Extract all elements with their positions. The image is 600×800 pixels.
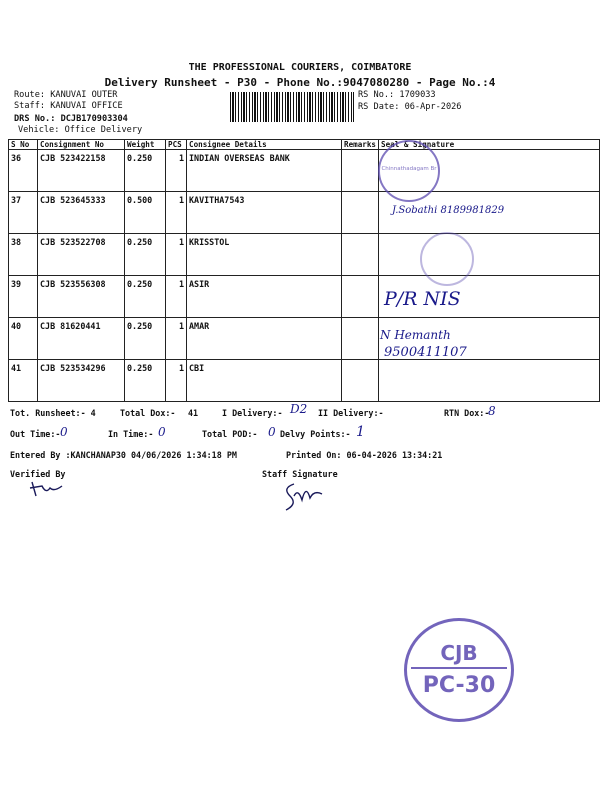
total-dox-value: 41	[188, 408, 199, 418]
row-remarks	[342, 150, 379, 192]
row-pcs: 1	[166, 276, 187, 318]
delvy-points-value: 1	[356, 424, 365, 440]
row-consignment: CJB 523556308	[38, 276, 125, 318]
col-seal: Seal & Signature	[379, 140, 600, 150]
in-time-value: 0	[158, 425, 166, 439]
table-header-row	[9, 140, 600, 150]
row-consignment: CJB 523522708	[38, 234, 125, 276]
row-consignment: CJB 523645333	[38, 192, 125, 234]
table-row	[9, 360, 600, 402]
table-row	[9, 234, 600, 276]
bank-seal-text: Chinnathadagam Br	[381, 166, 437, 172]
row-consignee: AMAR	[187, 318, 342, 360]
row40-phone: 9500411107	[384, 345, 467, 360]
col-remarks: Remarks	[342, 140, 379, 150]
row-sno: 41	[9, 360, 38, 402]
out-time-value: 0	[60, 425, 68, 439]
row-weight: 0.250	[125, 276, 166, 318]
row-consignment: CJB 81620441	[38, 318, 125, 360]
row-pcs: 1	[166, 192, 187, 234]
row-sno: 38	[9, 234, 38, 276]
row-weight: 0.250	[125, 150, 166, 192]
verified-by-label: Verified By	[10, 469, 66, 479]
row-sno: 39	[9, 276, 38, 318]
col-weight: Weight	[125, 140, 166, 150]
office-seal-line1: CJB	[440, 641, 478, 665]
row-consignee: KRISSTOL	[187, 234, 342, 276]
row-sno: 37	[9, 192, 38, 234]
delvy-points-label: Delvy Points:-	[280, 429, 351, 439]
drs-number: DRS No.: DCJB170903304	[14, 114, 128, 124]
rtn-dox-value: 8	[488, 404, 496, 418]
table-row	[9, 150, 600, 192]
total-pod-value: 0	[268, 425, 276, 439]
row-consignee: KAVITHA7543	[187, 192, 342, 234]
row-sno: 36	[9, 150, 38, 192]
runsheet-subtitle: Delivery Runsheet - P30 - Phone No.:9047080280 - Page No.:4	[104, 76, 496, 89]
row-remarks	[342, 360, 379, 402]
total-dox-label: Total Dox:-	[120, 408, 176, 418]
row39-remark: P/R NIS	[384, 288, 461, 310]
vehicle-line: Vehicle: Office Delivery	[18, 125, 143, 135]
route-line: Route: KANUVAI OUTER	[14, 90, 118, 100]
row-pcs: 1	[166, 234, 187, 276]
rs-number: RS No.: 1709033	[358, 90, 436, 100]
staff-line: Staff: KANUVAI OFFICE	[14, 101, 123, 111]
row-weight: 0.250	[125, 234, 166, 276]
col-consignment: Consignment No	[38, 140, 125, 150]
row-consignee: INDIAN OVERSEAS BANK	[187, 150, 342, 192]
table-row	[9, 192, 600, 234]
runsheet-table	[8, 139, 600, 402]
barcode	[230, 92, 354, 122]
row-pcs: 1	[166, 318, 187, 360]
staff-signature-label: Staff Signature	[262, 469, 338, 479]
col-consignee: Consignee Details	[187, 140, 342, 150]
row-remarks	[342, 318, 379, 360]
entered-by: Entered By :KANCHANAP30 04/06/2026 1:34:18 PM	[10, 450, 237, 460]
row-sno: 40	[9, 318, 38, 360]
row-remarks	[342, 192, 379, 234]
printed-on: Printed On: 06-04-2026 13:34:21	[286, 450, 443, 460]
staff-signature	[280, 478, 332, 514]
row-seal	[379, 234, 600, 276]
table-row	[9, 276, 600, 318]
row40-name: N Hemanth	[380, 328, 451, 342]
row-remarks	[342, 276, 379, 318]
row-remarks	[342, 234, 379, 276]
office-seal	[404, 618, 514, 722]
rtn-dox-label: RTN Dox:-	[444, 408, 490, 418]
row-pcs: 1	[166, 150, 187, 192]
row-weight: 0.250	[125, 360, 166, 402]
row-weight: 0.500	[125, 192, 166, 234]
row-weight: 0.250	[125, 318, 166, 360]
company-title: THE PROFESSIONAL COURIERS, COIMBATORE	[188, 62, 412, 73]
rs-date: RS Date: 06-Apr-2026	[358, 102, 462, 112]
ii-delivery-label: II Delivery:-	[318, 408, 384, 418]
row-consignee: ASIR	[187, 276, 342, 318]
row-pcs: 1	[166, 360, 187, 402]
row-seal	[379, 360, 600, 402]
i-delivery-label: I Delivery:-	[222, 408, 283, 418]
office-seal-line2: PC-30	[422, 673, 496, 698]
bank-seal	[378, 140, 440, 202]
row37-signature: J.Sobathi 8189981829	[392, 205, 505, 216]
tot-runsheet: Tot. Runsheet:- 4	[10, 408, 96, 418]
row-consignment: CJB 523534296	[38, 360, 125, 402]
i-delivery-value: D2	[290, 402, 308, 416]
col-sno: S No	[9, 140, 38, 150]
out-time-label: Out Time:-	[10, 429, 61, 439]
table-row	[9, 318, 600, 360]
col-pcs: PCS	[166, 140, 187, 150]
verified-signature	[28, 478, 68, 498]
row-consignment: CJB 523422158	[38, 150, 125, 192]
in-time-label: In Time:-	[108, 429, 154, 439]
office-seal-divider	[411, 667, 507, 669]
receiver-seal	[420, 232, 474, 286]
total-pod-label: Total POD:-	[202, 429, 258, 439]
row-consignee: CBI	[187, 360, 342, 402]
